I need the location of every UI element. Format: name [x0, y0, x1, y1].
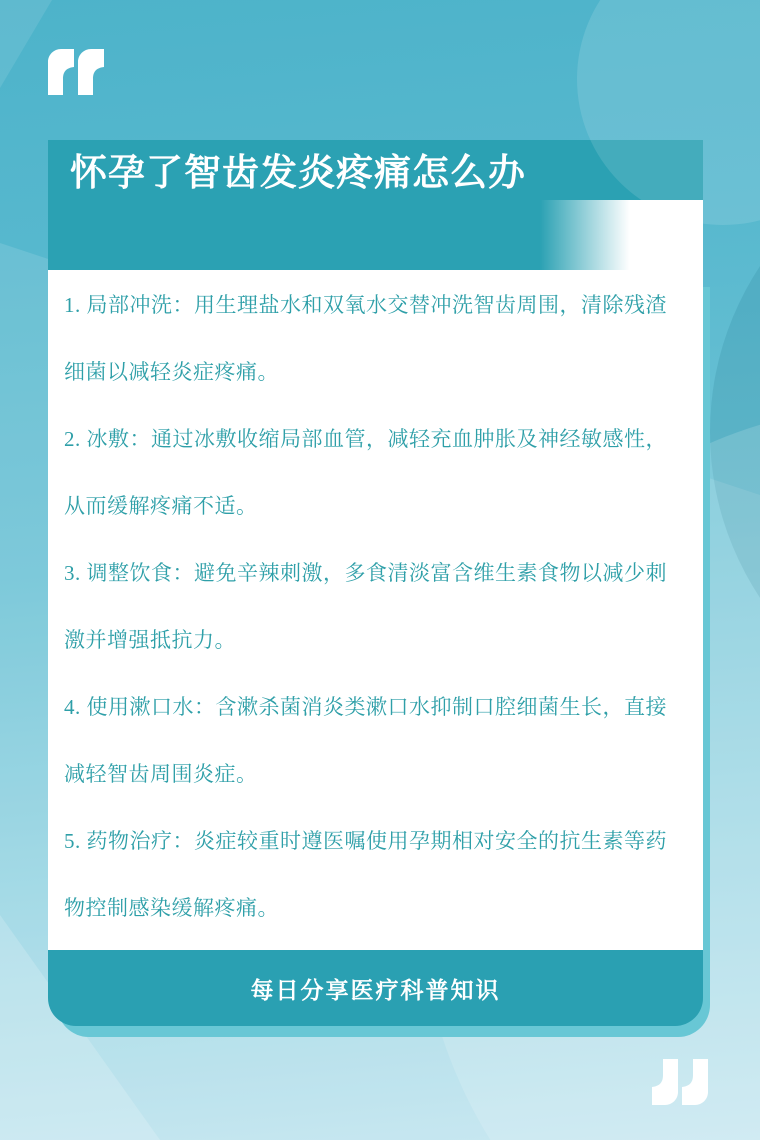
bg-right-dark-circle	[710, 132, 760, 732]
open-quote-icon	[48, 49, 104, 95]
footer-bar	[48, 950, 703, 1026]
tip-item: 3. 调整饮食：避免辛辣刺激，多食清淡富含维生素食物以减少刺激并增强抵抗力。	[64, 561, 667, 652]
title-band-white-fade	[540, 200, 703, 270]
footer-text: 每日分享医疗科普知识	[250, 976, 501, 1003]
tip-item: 1. 局部冲洗：用生理盐水和双氧水交替冲洗智齿周围，清除残渣细菌以减轻炎症疼痛。	[64, 293, 667, 384]
page-title: 怀孕了智齿发炎疼痛怎么办	[70, 152, 526, 193]
tip-item: 2. 冰敷：通过冰敷收缩局部血管，减轻充血肿胀及神经敏感性，从而缓解疼痛不适。	[64, 427, 667, 518]
content-card	[48, 270, 703, 950]
tip-item: 5. 药物治疗：炎症较重时遵医嘱使用孕期相对安全的抗生素等药物控制感染缓解疼痛。	[64, 829, 667, 920]
close-quote-icon	[652, 1059, 708, 1105]
tip-item: 4. 使用漱口水：含漱杀菌消炎类漱口水抑制口腔细菌生长，直接减轻智齿周围炎症。	[64, 695, 667, 786]
tips-list	[64, 272, 687, 942]
